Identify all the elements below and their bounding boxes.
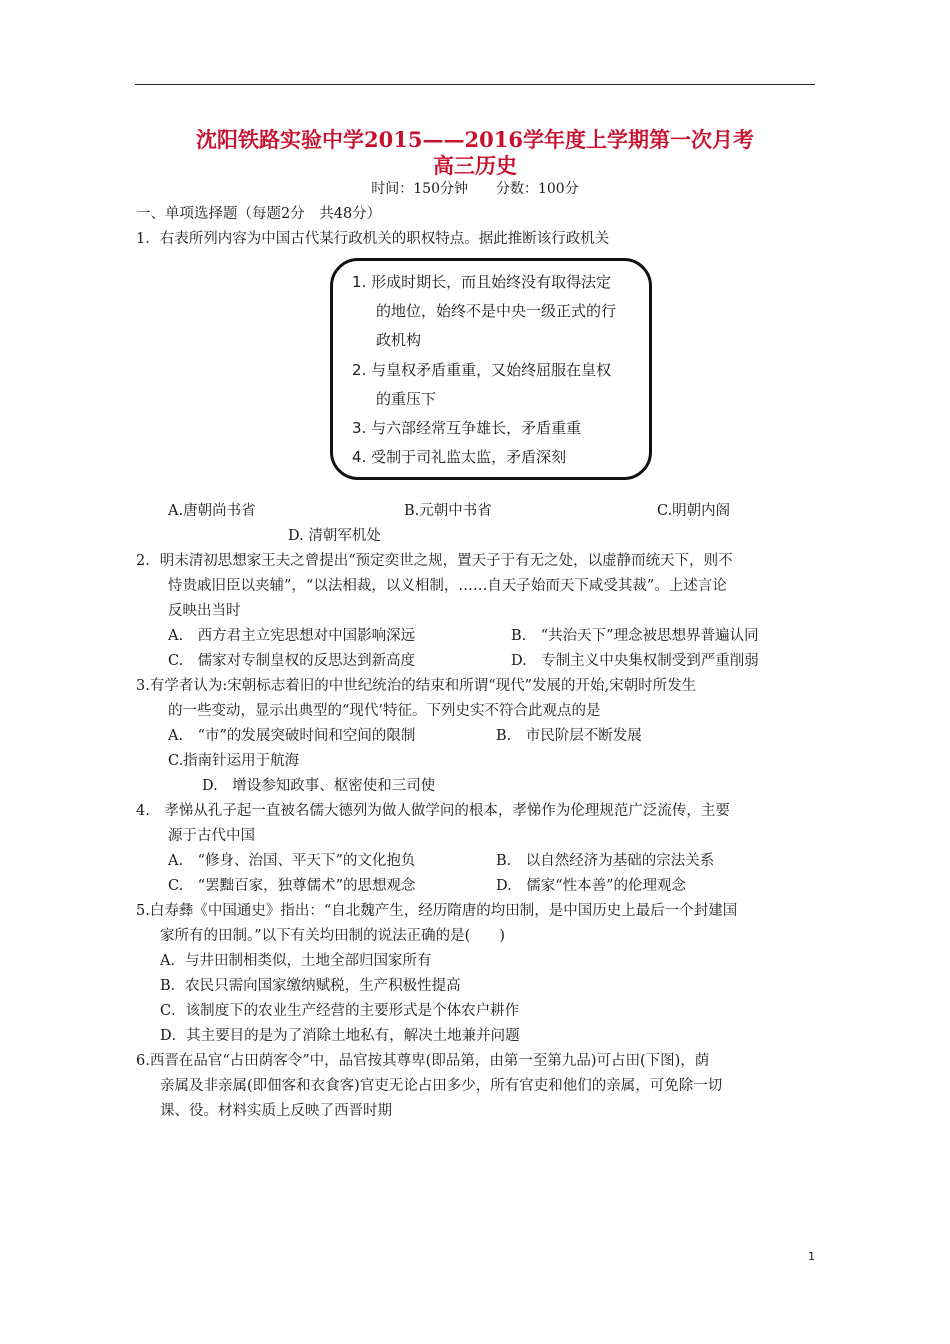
q3-option-d: D. 增设参知政事、枢密使和三司使 xyxy=(202,778,436,794)
exam-subject: 高三历史 xyxy=(433,153,517,178)
q1-option-a: A.唐朝尚书省 xyxy=(168,503,256,519)
q4-option-b: B. 以自然经济为基础的宗法关系 xyxy=(496,853,715,869)
q1-box-line: 3. 与六部经常互争雄长，矛盾重重 xyxy=(352,419,582,437)
q2-option-a: A. 西方君主立宪思想对中国影响深远 xyxy=(168,628,416,644)
q3-option-c: C.指南针运用于航海 xyxy=(168,753,300,769)
exam-title: 沈阳铁路实验中学2015——2016学年度上学期第一次月考 xyxy=(196,127,754,152)
q2-option-d: D. 专制主义中央集权制受到严重削弱 xyxy=(511,653,759,669)
q2-option-c: C. 儒家对专制皇权的反思达到新高度 xyxy=(168,653,416,669)
q2-stem: 恃贵戚旧臣以夹辅”，“以法相裁，以义相制，……自天子始而天下咸受其裁”。上述言论 xyxy=(168,578,727,594)
q4-option-c: C. “罢黜百家，独尊儒术”的思想观念 xyxy=(168,878,416,894)
q1-box-line: 的重压下 xyxy=(376,390,437,408)
q5-option-a: A．与井田制相类似，土地全部归国家所有 xyxy=(160,953,432,969)
q6-stem: 亲属及非亲属(即佃客和衣食客)官吏无论占田多少，所有官吏和他们的亲属，可免除一切 xyxy=(160,1078,723,1094)
q5-option-d: D．其主要目的是为了消除土地私有，解决土地兼并问题 xyxy=(160,1028,520,1044)
q1-option-c: C.明朝内阁 xyxy=(657,503,731,519)
q3-stem: 的一些变动，显示出典型的“现代’特征。下列史实不符合此观点的是 xyxy=(168,703,601,719)
exam-meta: 时间：150分钟 分数：100分 xyxy=(371,181,579,197)
q4-stem: 源于古代中国 xyxy=(168,828,255,844)
q5-stem: 5.白寿彝《中国通史》指出：“自北魏产生，经历隋唐的均田制，是中国历史上最后一个封建国 xyxy=(136,903,738,919)
q5-option-c: C．该制度下的农业生产经营的主要形式是个体农户耕作 xyxy=(160,1003,520,1019)
q6-stem: 课、役。材料实质上反映了西晋时期 xyxy=(160,1103,392,1119)
q1-option-b: B.元朝中书省 xyxy=(404,503,492,519)
q1-option-d: D. 清朝军机处 xyxy=(288,528,381,544)
q5-option-b: B．农民只需向国家缴纳赋税，生产积极性提高 xyxy=(160,978,461,994)
q2-stem: 反映出当时 xyxy=(168,603,241,619)
q5-stem: 家所有的田制。”以下有关均田制的说法正确的是( ) xyxy=(160,928,505,944)
q3-stem: 3.有学者认为:宋朝标志着旧的中世纪统治的结束和所谓“现代”发展的开始,宋朝时所发生 xyxy=(136,678,697,694)
q3-option-a: A. “市”的发展突破时间和空间的限制 xyxy=(168,728,416,744)
q1-box-line: 4. 受制于司礼监太监，矛盾深刻 xyxy=(352,448,567,466)
q3-option-b: B. 市民阶层不断发展 xyxy=(496,728,642,744)
page-number: 1 xyxy=(808,1250,815,1263)
q6-stem: 6.西晋在品官“占田荫客令”中，品官按其尊卑(即品第，由第一至第九品)可占田(下图)，荫 xyxy=(136,1053,710,1069)
section-heading: 一、单项选择题（每题2分 共48分） xyxy=(136,206,382,222)
q1-stem: 1．右表所列内容为中国古代某行政机关的职权特点。据此推断该行政机关 xyxy=(136,231,610,247)
q4-option-d: D. 儒家“性本善”的伦理观念 xyxy=(496,878,687,894)
q4-stem: 4. 孝悌从孔子起一直被名儒大德列为做人做学问的根本，孝悌作为伦理规范广泛流传，主要 xyxy=(136,803,730,819)
q2-stem: 2．明末清初思想家王夫之曾提出“预定奕世之规，置天子于有无之处，以虚静而统天下，则不 xyxy=(136,553,733,569)
q1-box-line: 2. 与皇权矛盾重重，又始终屈服在皇权 xyxy=(352,361,612,379)
q1-box-line: 政机构 xyxy=(376,331,422,349)
q1-box-line: 1. 形成时期长，而且始终没有取得法定 xyxy=(352,273,612,291)
q1-box-line: 的地位，始终不是中央一级正式的行 xyxy=(376,302,617,320)
q2-option-b: B. “共治天下”理念被思想界普遍认同 xyxy=(511,628,759,644)
top-rule xyxy=(135,84,815,85)
q4-option-a: A. “修身、治国、平天下”的文化抱负 xyxy=(168,853,416,869)
